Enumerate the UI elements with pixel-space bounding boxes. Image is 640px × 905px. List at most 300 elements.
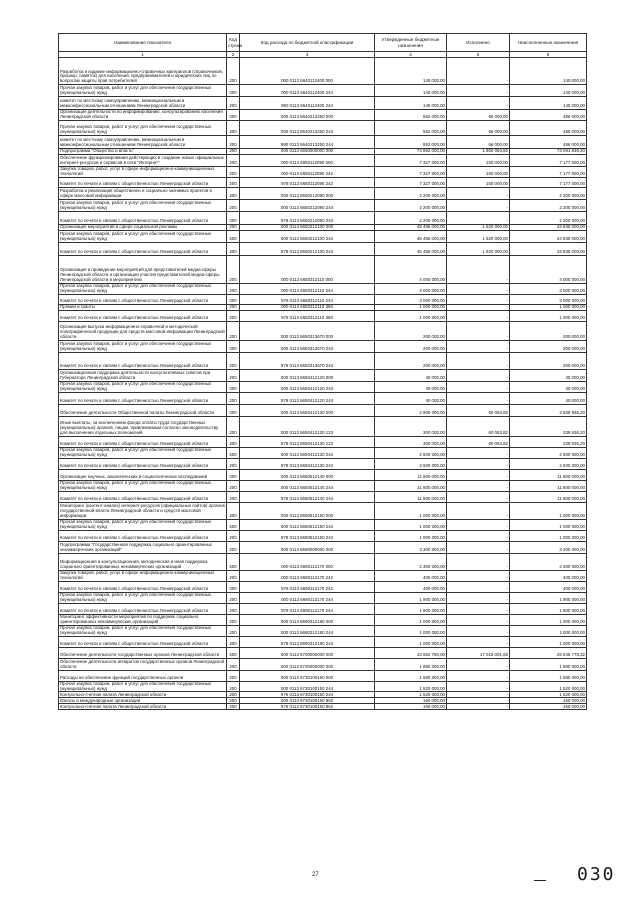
cell-approved: 3 300 000,00 — [375, 541, 447, 553]
cell-line-code: 200 — [227, 199, 240, 211]
cell-classification-code: 000 0113 6700000000 000 — [240, 647, 375, 658]
cell-line-code: 200 — [227, 211, 240, 224]
cell-executed: 60 063,82 — [447, 436, 510, 447]
header-executed: Исполнено — [447, 34, 510, 52]
cell-classification-code: 978 0113 6690312180 244 — [240, 636, 375, 647]
cell-executed: - — [447, 581, 510, 592]
cell-name: Организация и проведение мероприятий для представителей медиа-сферы Ленинградской области и организация участия представителей медиа-сферы Ленинградской области в мероприятиях — [59, 255, 227, 283]
cell-unexecuted: 43 835 000,00 — [510, 242, 587, 255]
cell-approved: 1 900 000,00 — [375, 603, 447, 614]
cell-name: Организация научных, аналитических и социологических исследований — [59, 469, 227, 480]
cell-classification-code: 000 0113 6650313670 244 — [240, 340, 375, 352]
cell-classification-code: 000 0113 6730100150 862 — [240, 698, 375, 704]
table-row — [59, 310, 587, 321]
cell-name: Контрольно-счетная палата Ленинградской области — [59, 692, 227, 698]
cell-unexecuted: 160 000,00 — [510, 704, 587, 710]
cell-name: Обеспечение деятельности Общественной палаты Ленинградской области — [59, 404, 227, 416]
cell-unexecuted: 140 000,00 — [510, 97, 587, 110]
cell-line-code: 200 — [227, 553, 240, 570]
cell-unexecuted: 1 000 000,00 — [510, 625, 587, 636]
table-row — [59, 242, 587, 255]
cell-line-code: 200 — [227, 519, 240, 530]
cell-unexecuted: 486 000,00 — [510, 135, 587, 148]
table-row — [59, 469, 587, 480]
cell-classification-code: 978 0113 6690112170 242 — [240, 581, 375, 592]
cell-executed: - — [447, 369, 510, 381]
cell-line-code: 200 — [227, 85, 240, 97]
cell-unexecuted: 1 000 000,00 — [510, 530, 587, 541]
cell-approved: 2 200 000,00 — [375, 187, 447, 199]
cell-unexecuted: 140 000,00 — [510, 58, 587, 85]
table-row — [59, 85, 587, 97]
cell-unexecuted: 486 000,00 — [510, 120, 587, 135]
cell-line-code: 200 — [227, 592, 240, 603]
cell-unexecuted: 26 646 778,32 — [510, 647, 587, 658]
cell-unexecuted: 7 177 000,00 — [510, 177, 587, 187]
table-row — [59, 187, 587, 199]
cell-classification-code: 000 0113 6650112090 242 — [240, 166, 375, 177]
table-row — [59, 436, 587, 447]
column-number: 2 — [227, 52, 240, 58]
cell-unexecuted: 1 000 000,00 — [510, 636, 587, 647]
cell-line-code: 200 — [227, 625, 240, 636]
cell-approved: 40 000,00 — [375, 392, 447, 404]
cell-approved: 2 900 000,00 — [375, 404, 447, 416]
cell-executed: 1 620 000,00 — [447, 230, 510, 242]
cell-line-code: 200 — [227, 480, 240, 491]
table-row — [59, 570, 587, 581]
cell-executed: - — [447, 352, 510, 369]
cell-classification-code: 000 0113 6650212090 244 — [240, 199, 375, 211]
column-number: 6 — [510, 52, 587, 58]
cell-executed: - — [447, 692, 510, 698]
cell-executed: 1 620 000,00 — [447, 224, 510, 230]
cell-line-code: 200 — [227, 570, 240, 581]
cell-executed: 17 015 001,68 — [447, 647, 510, 658]
cell-unexecuted: 239 936,20 — [510, 416, 587, 436]
table-row — [59, 581, 587, 592]
cell-approved: 7 327 000,00 — [375, 177, 447, 187]
cell-line-code: 200 — [227, 135, 240, 148]
cell-approved: 200 000,00 — [375, 321, 447, 340]
cell-unexecuted: 160 000,00 — [510, 698, 587, 704]
cell-approved: 140 000,00 — [375, 58, 447, 85]
cell-line-code: 200 — [227, 603, 240, 614]
cell-line-code: 200 — [227, 670, 240, 681]
table-row — [59, 519, 587, 530]
cell-classification-code: 000 0113 6650312110 350 — [240, 304, 375, 310]
cell-line-code: 200 — [227, 614, 240, 625]
cell-executed: 60 063,82 — [447, 416, 510, 436]
cell-unexecuted: 7 177 000,00 — [510, 166, 587, 177]
cell-executed: - — [447, 681, 510, 692]
cell-line-code: 200 — [227, 647, 240, 658]
cell-approved: 45 455 000,00 — [375, 230, 447, 242]
cell-name: Иные выплаты, за исключением фонда оплаты труда государственных (муниципальных) органов, лицам, привлекаемым согласно законодательству для выполнения отдельных полномочий — [59, 416, 227, 436]
cell-unexecuted: 3 000 000,00 — [510, 283, 587, 294]
cell-line-code: 200 — [227, 294, 240, 304]
table-row — [59, 352, 587, 369]
header-approved: Утвержденные бюджетные назначения — [375, 34, 447, 52]
cell-classification-code: 000 0113 6650512140 000 — [240, 469, 375, 480]
cell-executed: - — [447, 570, 510, 581]
column-number: 5 — [447, 52, 510, 58]
cell-classification-code: 000 0113 6650512150 000 — [240, 502, 375, 519]
cell-unexecuted: 2 200 000,00 — [510, 187, 587, 199]
cell-executed: - — [447, 614, 510, 625]
cell-classification-code: 978 0113 6690112170 244 — [240, 603, 375, 614]
cell-executed: - — [447, 603, 510, 614]
cell-approved: 160 000,00 — [375, 698, 447, 704]
cell-executed: - — [447, 294, 510, 304]
cell-approved: 1 000 000,00 — [375, 310, 447, 321]
cell-name: Комитет по печати и связям с общественностью Ленинградской области — [59, 581, 227, 592]
cell-approved: 1 900 000,00 — [375, 592, 447, 603]
table-row — [59, 110, 587, 121]
cell-approved: 1 000 000,00 — [375, 530, 447, 541]
cell-name: Организационная поддержка деятельности консультативных советов при Губернаторе Ленинградской области — [59, 369, 227, 381]
table-row — [59, 177, 587, 187]
table-row — [59, 97, 587, 110]
cell-name: Взносы в международные организации — [59, 698, 227, 704]
cell-name: Подпрограмма "Государственная поддержка социально ориентированных некоммерческих организаций" — [59, 541, 227, 553]
cell-executed: - — [447, 592, 510, 603]
header-classification-code: Код расхода по бюджетной классификации — [240, 34, 375, 52]
cell-name: Комитет по печати и связям с общественностью Ленинградской области — [59, 530, 227, 541]
column-number: 4 — [375, 52, 447, 58]
cell-executed: 66 000,00 — [447, 135, 510, 148]
cell-approved: 4 000 000,00 — [375, 255, 447, 283]
cell-unexecuted: 2 600 000,00 — [510, 447, 587, 458]
cell-classification-code: 000 0113 6650212100 244 — [240, 230, 375, 242]
cell-classification-code: 000 0113 6690312180 244 — [240, 625, 375, 636]
table-row — [59, 704, 587, 710]
cell-unexecuted: 1 000 000,00 — [510, 304, 587, 310]
table-row — [59, 541, 587, 553]
cell-line-code: 200 — [227, 340, 240, 352]
cell-name: Комитет по печати и связям с общественностью Ленинградской области — [59, 177, 227, 187]
cell-name: Прочая закупка товаров, работ и услуг для обеспечения государственных (муниципальных) нужд — [59, 199, 227, 211]
cell-name: Прочая закупка товаров, работ и услуг для обеспечения государственных (муниципальных) нужд — [59, 283, 227, 294]
cell-line-code: 200 — [227, 447, 240, 458]
cell-executed: - — [447, 469, 510, 480]
cell-approved: 552 000,00 — [375, 135, 447, 148]
column-number: 1 — [59, 52, 227, 58]
cell-unexecuted: 11 800 000,00 — [510, 469, 587, 480]
cell-approved: 2 600 000,00 — [375, 458, 447, 469]
cell-unexecuted: 40 000,00 — [510, 392, 587, 404]
cell-unexecuted: 3 000 000,00 — [510, 294, 587, 304]
cell-unexecuted: 200 000,00 — [510, 340, 587, 352]
cell-classification-code: 000 0113 6650512140 244 — [240, 480, 375, 491]
cell-name: Прочая закупка товаров, работ и услуг для обеспечения государственных (муниципальных) нужд — [59, 480, 227, 491]
cell-classification-code: 000 0113 6690112170 244 — [240, 592, 375, 603]
cell-classification-code: 976 0113 6730100150 244 — [240, 692, 375, 698]
cell-unexecuted: 1 000 000,00 — [510, 310, 587, 321]
cell-name: Подпрограмма "Общество и власть" — [59, 148, 227, 154]
cell-unexecuted: 2 300 000,00 — [510, 553, 587, 570]
cell-line-code: 200 — [227, 698, 240, 704]
cell-executed: - — [447, 698, 510, 704]
cell-executed: - — [447, 199, 510, 211]
cell-line-code: 200 — [227, 110, 240, 121]
cell-executed: - — [447, 392, 510, 404]
cell-classification-code: 000 0113 6650512150 244 — [240, 519, 375, 530]
table-row — [59, 255, 587, 283]
cell-line-code: 200 — [227, 658, 240, 670]
cell-classification-code: 990 0113 6640213250 244 — [240, 135, 375, 148]
cell-line-code: 200 — [227, 404, 240, 416]
cell-name: Комитет по печати и связям с общественностью Ленинградской области — [59, 458, 227, 469]
cell-approved: 200 000,00 — [375, 352, 447, 369]
cell-approved: 1 000 000,00 — [375, 519, 447, 530]
budget-document — [58, 33, 586, 710]
cell-name: Комитет по печати и связям с общественностью Ленинградской области — [59, 491, 227, 502]
cell-line-code: 200 — [227, 369, 240, 381]
cell-line-code: 200 — [227, 242, 240, 255]
cell-classification-code: 000 0113 6730100150 000 — [240, 670, 375, 681]
cell-line-code: 200 — [227, 581, 240, 592]
cell-classification-code: 978 0113 6650512150 244 — [240, 530, 375, 541]
cell-name: Прочая закупка товаров, работ и услуг для обеспечения государственных (муниципальных) нужд — [59, 381, 227, 392]
cell-executed: - — [447, 704, 510, 710]
cell-unexecuted: 4 000 000,00 — [510, 255, 587, 283]
cell-approved: 1 520 000,00 — [375, 681, 447, 692]
cell-approved: 140 000,00 — [375, 97, 447, 110]
cell-unexecuted: 1 000 000,00 — [510, 519, 587, 530]
cell-executed: 150 000,00 — [447, 166, 510, 177]
cell-name: Закупка товаров, работ, услуг в сфере информационно-коммуникационных технологий — [59, 166, 227, 177]
cell-executed: - — [447, 85, 510, 97]
table-row — [59, 480, 587, 491]
table-row — [59, 154, 587, 166]
cell-name: Расходы на обеспечение функций государственных органов — [59, 670, 227, 681]
cell-executed: - — [447, 519, 510, 530]
cell-executed: - — [447, 58, 510, 85]
cell-unexecuted: 1 880 000,00 — [510, 658, 587, 670]
cell-executed: - — [447, 502, 510, 519]
cell-classification-code: 000 0113 6650412120 244 — [240, 381, 375, 392]
cell-line-code: 200 — [227, 416, 240, 436]
cell-unexecuted: 486 000,00 — [510, 110, 587, 121]
cell-approved: 552 000,00 — [375, 110, 447, 121]
cell-unexecuted: 200 000,00 — [510, 352, 587, 369]
cell-name: Комитет по печати и связям с общественностью Ленинградской области — [59, 294, 227, 304]
cell-executed: - — [447, 553, 510, 570]
cell-classification-code: 000 0113 6690112170 242 — [240, 570, 375, 581]
cell-classification-code: 976 0113 6730100150 862 — [240, 704, 375, 710]
cell-name: Информационная и консультационная, методическая и иная поддержка социально ориентированных некоммерческих организаций — [59, 553, 227, 570]
cell-classification-code: 000 0113 6650112090 000 — [240, 154, 375, 166]
cell-executed: - — [447, 211, 510, 224]
cell-name: Разработка и издание информационно-справочных материалов (справочников, брошюр, памяток) для населения, предпринимателей и юридических лиц по вопросам защиты прав потребителей — [59, 58, 227, 85]
cell-unexecuted: 2 839 936,20 — [510, 404, 587, 416]
cell-line-code: 200 — [227, 283, 240, 294]
cell-executed: - — [447, 255, 510, 283]
cell-unexecuted: 1 000 000,00 — [510, 614, 587, 625]
cell-executed: - — [447, 187, 510, 199]
cell-executed: 150 000,00 — [447, 154, 510, 166]
cell-name: Прочая закупка товаров, работ и услуг для обеспечения государственных (муниципальных) нужд — [59, 120, 227, 135]
cell-executed: - — [447, 447, 510, 458]
cell-name: Организация мероприятий в сфере социальной рекламы — [59, 224, 227, 230]
cell-line-code: 200 — [227, 469, 240, 480]
cell-classification-code: 990 0113 6640112400 244 — [240, 97, 375, 110]
cell-approved: 1 000 000,00 — [375, 625, 447, 636]
table-row — [59, 381, 587, 392]
cell-line-code: 200 — [227, 502, 240, 519]
cell-name: Прочая закупка товаров, работ и услуг для обеспечения государственных (муниципальных) нужд — [59, 519, 227, 530]
cell-executed: 1 850 063,82 — [447, 148, 510, 154]
cell-name: Контрольно-счетная палата Ленинградской области — [59, 704, 227, 710]
cell-name: Прочая закупка товаров, работ и услуг для обеспечения государственных (муниципальных) нужд — [59, 681, 227, 692]
cell-name: Организация деятельности по информированию, консультированию населения Ленинградской области — [59, 110, 227, 121]
cell-unexecuted: 1 900 000,00 — [510, 603, 587, 614]
table-row — [59, 603, 587, 614]
cell-line-code: 200 — [227, 392, 240, 404]
table-row — [59, 211, 587, 224]
cell-name: Разработка и реализация общественно и социально значимых проектов в сфере массовой информации — [59, 187, 227, 199]
cell-name: Закупка товаров, работ, услуг в сфере информационно-коммуникационных технологий — [59, 570, 227, 581]
cell-approved: 400 000,00 — [375, 581, 447, 592]
cell-line-code: 200 — [227, 436, 240, 447]
cell-executed: - — [447, 530, 510, 541]
table-row — [59, 553, 587, 570]
cell-unexecuted: 1 520 000,00 — [510, 681, 587, 692]
header-line-code: Код строки — [227, 34, 240, 52]
cell-approved: 2 200 000,00 — [375, 199, 447, 211]
cell-classification-code: 000 0113 6690312180 000 — [240, 614, 375, 625]
cell-name: Премии и гранты — [59, 304, 227, 310]
cell-approved: 40 000,00 — [375, 369, 447, 381]
cell-executed: 60 063,82 — [447, 404, 510, 416]
cell-name: Комитет по печати и связям с общественностью Ленинградской области — [59, 211, 227, 224]
table-row — [59, 647, 587, 658]
cell-name: Комитет по печати и связям с общественностью Ленинградской области — [59, 436, 227, 447]
table-row — [59, 321, 587, 340]
table-row — [59, 670, 587, 681]
cell-line-code: 200 — [227, 541, 240, 553]
table-row — [59, 658, 587, 670]
cell-executed: - — [447, 636, 510, 647]
cell-classification-code: 000 0113 6650212090 000 — [240, 187, 375, 199]
cell-line-code: 200 — [227, 230, 240, 242]
cell-line-code: 200 — [227, 681, 240, 692]
cell-approved: 300 000,00 — [375, 436, 447, 447]
table-header-row — [59, 34, 587, 52]
table-row — [59, 199, 587, 211]
cell-name: Прочая закупка товаров, работ и услуг для обеспечения государственных (муниципальных) нужд — [59, 625, 227, 636]
table-row — [59, 120, 587, 135]
cell-approved: 1 680 000,00 — [375, 670, 447, 681]
cell-classification-code: 000 0113 6650313670 000 — [240, 321, 375, 340]
cell-classification-code: 978 0113 6650312110 350 — [240, 310, 375, 321]
table-row — [59, 392, 587, 404]
table-row — [59, 166, 587, 177]
cell-executed: - — [447, 480, 510, 491]
cell-approved: 1 000 000,00 — [375, 636, 447, 647]
cell-unexecuted: 140 000,00 — [510, 85, 587, 97]
table-row — [59, 135, 587, 148]
cell-line-code: 200 — [227, 224, 240, 230]
cell-executed: - — [447, 491, 510, 502]
table-body — [59, 58, 587, 710]
cell-approved: 160 000,00 — [375, 704, 447, 710]
cell-executed: - — [447, 340, 510, 352]
cell-name: Прочая закупка товаров, работ и услуг для обеспечения государственных (муниципальных) нужд — [59, 340, 227, 352]
cell-classification-code: 000 0113 6640112400 000 — [240, 58, 375, 85]
cell-line-code: 200 — [227, 148, 240, 154]
cell-executed: - — [447, 321, 510, 340]
cell-classification-code: 000 0113 6650412120 000 — [240, 369, 375, 381]
cell-classification-code: 978 0113 6650112090 242 — [240, 177, 375, 187]
cell-unexecuted: 2 200 000,00 — [510, 211, 587, 224]
cell-approved: 43 662 780,00 — [375, 647, 447, 658]
cell-approved: 2 300 000,00 — [375, 553, 447, 570]
cell-line-code: 200 — [227, 97, 240, 110]
cell-approved: 2 600 000,00 — [375, 447, 447, 458]
footer-dash — [534, 880, 546, 881]
cell-approved: 300 000,00 — [375, 416, 447, 436]
cell-name: Обеспечение деятельности аппаратов государственных органов Ленинградской области — [59, 658, 227, 670]
table-row — [59, 491, 587, 502]
cell-line-code: 200 — [227, 187, 240, 199]
cell-line-code: 200 — [227, 310, 240, 321]
cell-classification-code: 000 0113 6690112170 000 — [240, 553, 375, 570]
budget-table — [58, 33, 587, 710]
cell-classification-code: 000 0113 6640112400 244 — [240, 85, 375, 97]
table-row — [59, 416, 587, 436]
cell-line-code: 200 — [227, 255, 240, 283]
cell-approved: 1 520 000,00 — [375, 692, 447, 698]
cell-approved: 1 000 000,00 — [375, 502, 447, 519]
cell-classification-code: 000 0113 6650000000 000 — [240, 148, 375, 154]
cell-classification-code: 000 0113 6640213250 000 — [240, 110, 375, 121]
table-row — [59, 530, 587, 541]
cell-unexecuted: 1 000 000,00 — [510, 502, 587, 519]
cell-approved: 45 455 000,00 — [375, 242, 447, 255]
cell-classification-code: 978 0113 6650212090 244 — [240, 211, 375, 224]
cell-name: Обеспечение деятельности государственных органов Ленинградской области — [59, 647, 227, 658]
cell-classification-code: 000 0113 6650412130 000 — [240, 404, 375, 416]
cell-unexecuted: 40 000,00 — [510, 381, 587, 392]
cell-line-code: 200 — [227, 704, 240, 710]
cell-name: Комитет по печати и связям с общественностью Ленинградской области — [59, 310, 227, 321]
cell-name: комитет по местному самоуправлению, межнациональным и межконфессиональным отношениям Ленинградской области — [59, 135, 227, 148]
cell-unexecuted: 43 835 000,00 — [510, 230, 587, 242]
cell-name: Обеспечение функционирования действующих и создание новых официальных интернет-ресурсов и сервисов в сети "Интернет" — [59, 154, 227, 166]
table-row — [59, 230, 587, 242]
cell-classification-code: 978 0113 6650512140 244 — [240, 491, 375, 502]
table-row — [59, 283, 587, 294]
cell-executed: - — [447, 458, 510, 469]
cell-executed: 150 000,00 — [447, 177, 510, 187]
cell-executed: - — [447, 658, 510, 670]
cell-name: Прочая закупка товаров, работ и услуг для обеспечения государственных (муниципальных) нужд — [59, 592, 227, 603]
cell-classification-code: 978 0113 6650313670 244 — [240, 352, 375, 369]
table-row — [59, 447, 587, 458]
cell-classification-code: 000 0113 6730100150 244 — [240, 681, 375, 692]
cell-approved: 3 000 000,00 — [375, 283, 447, 294]
cell-unexecuted: 400 000,00 — [510, 581, 587, 592]
cell-name: Комитет по печати и связям с общественностью Ленинградской области — [59, 636, 227, 647]
cell-approved: 140 000,00 — [375, 85, 447, 97]
cell-approved: 11 800 000,00 — [375, 469, 447, 480]
cell-line-code: 200 — [227, 530, 240, 541]
cell-executed: - — [447, 381, 510, 392]
cell-executed: - — [447, 283, 510, 294]
cell-approved: 3 000 000,00 — [375, 294, 447, 304]
